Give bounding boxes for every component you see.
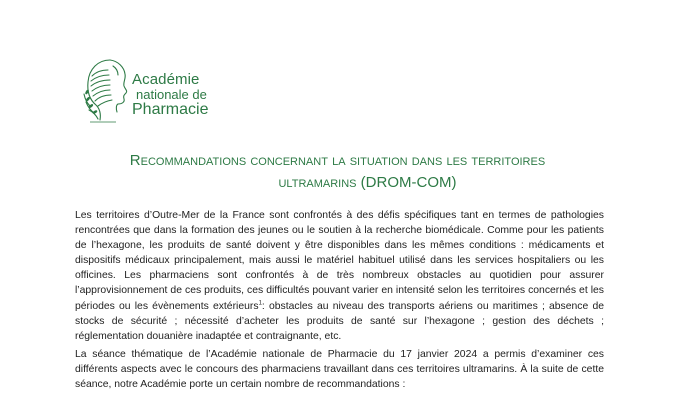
logo-line-nationale: nationale de [136, 87, 207, 102]
title-line-1: Recommandations concernant la situation dans les territoires [129, 152, 546, 169]
footnote-marker: 1 [258, 300, 262, 307]
logo-line-pharmacie: Pharmacie [132, 101, 209, 118]
academy-name [132, 72, 208, 117]
logo-line-academie: Académie [132, 71, 200, 88]
document-title [70, 150, 605, 194]
intro-paragraph [75, 208, 604, 344]
hygieia-profile-icon [80, 52, 132, 130]
intro-text-part1: Les territoires d’Outre-Mer de la France sont confrontés à des défis spécifiques tant en termes de pathologies rencontrées que dans la formation des jeunes ou le soutien à la recherche biomédicale. Comme pour les patients de l’hexagone, les produits de santé doivent y être disponibles dans les mêmes conditions : médicaments et dispositifs médicaux principalement, mais aussi le matériel habituel utilisé dans les services hospitaliers ou les officines. Les pharmaciens sont confrontés à de très nombreux obstacles au quotidien pour assurer l’approvisionnement de ces produits, ces difficultés pouvant varier en intensité selon les territoires concernés et les périodes ou les évènements extérieurs [75, 210, 604, 312]
session-paragraph: La séance thématique de l’Académie nationale de Pharmacie du 17 janvier 2024 a permis d’examiner ces différents aspects avec le concours des pharmaciens travaillant dans ces territoires ultramarins. À la suite de cette séance, notre Académie porte un certain nombre de recommandations : [75, 349, 604, 391]
intro-text-part2: : obstacles au niveau des transports aériens ou maritimes ; absence de stocks de sécurité ; nécessité d’acheter les produits de santé sur l’hexagone ; gestion des déchets ; réglementation douanière inadaptée et contraignante, etc. [75, 300, 604, 342]
academy-logo [80, 52, 230, 130]
title-line-2: ultramarins (DROM-COM) [278, 174, 457, 191]
